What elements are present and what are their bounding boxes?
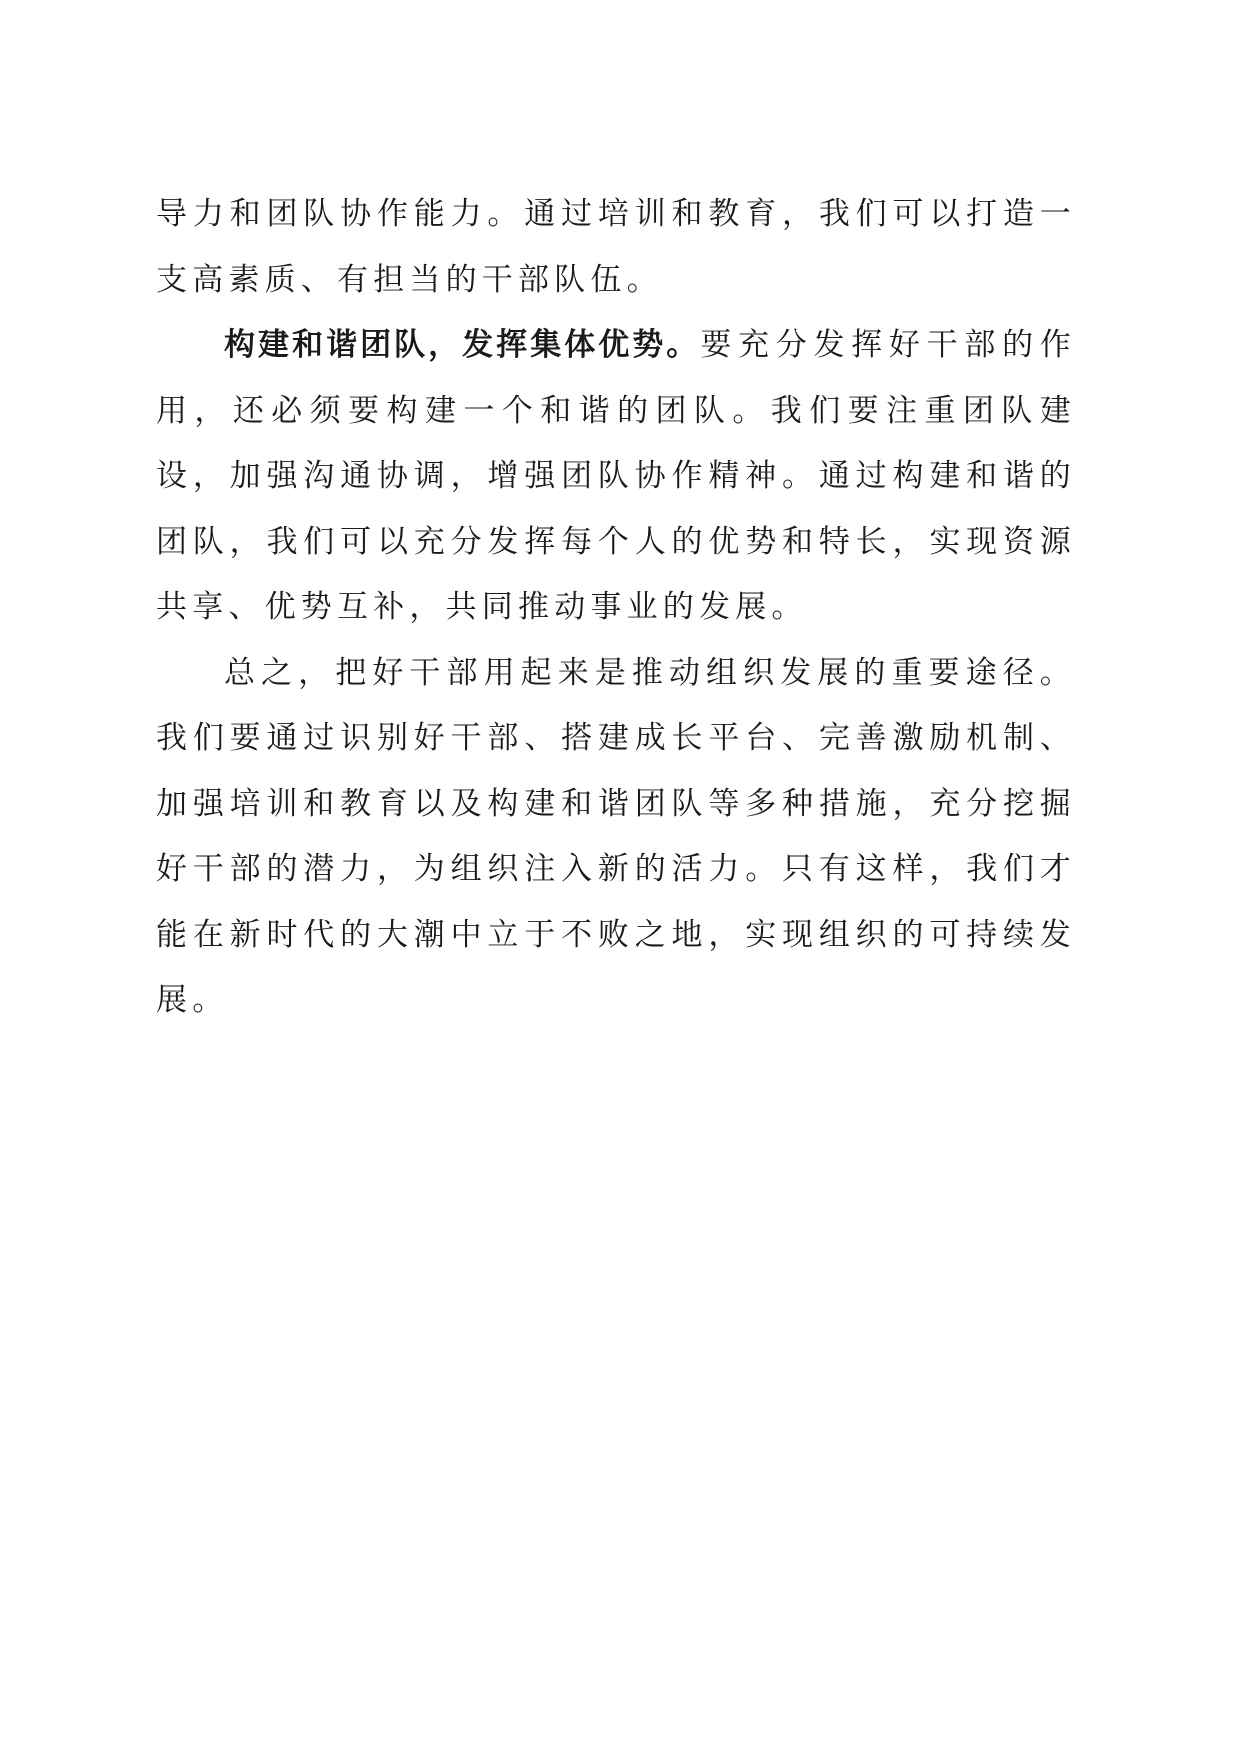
paragraph-continued xyxy=(156,182,1076,313)
paragraph-lead-heading: 构建和谐团队，发挥集体优势。 xyxy=(224,327,701,363)
paragraph-text: 导力和团队协作能力。通过培训和教育，我们可以打造一支高素质、有担当的干部队伍。 xyxy=(156,196,1076,298)
paragraph-harmonious-team xyxy=(156,313,1076,641)
paragraph-text: 总之，把好干部用起来是推动组织发展的重要途径。我们要通过识别好干部、搭建成长平台、完善激励机制、加强培训和教育以及构建和谐团队等多种措施，充分挖掘好干部的潜力，为组织注入新的活力。只有这样，我们才能在新时代的大潮中立于不败之地，实现组织的可持续发展。 xyxy=(156,654,1076,1018)
paragraph-conclusion xyxy=(156,641,1076,1034)
paragraph-text: 要充分发挥好干部的作用，还必须要构建一个和谐的团队。我们要注重团队建设，加强沟通协调，增强团队协作精神。通过构建和谐的团队，我们可以充分发挥每个人的优势和特长，实现资源共享、优势互补，共同推动事业的发展。 xyxy=(156,327,1077,625)
document-body xyxy=(156,182,1076,1034)
